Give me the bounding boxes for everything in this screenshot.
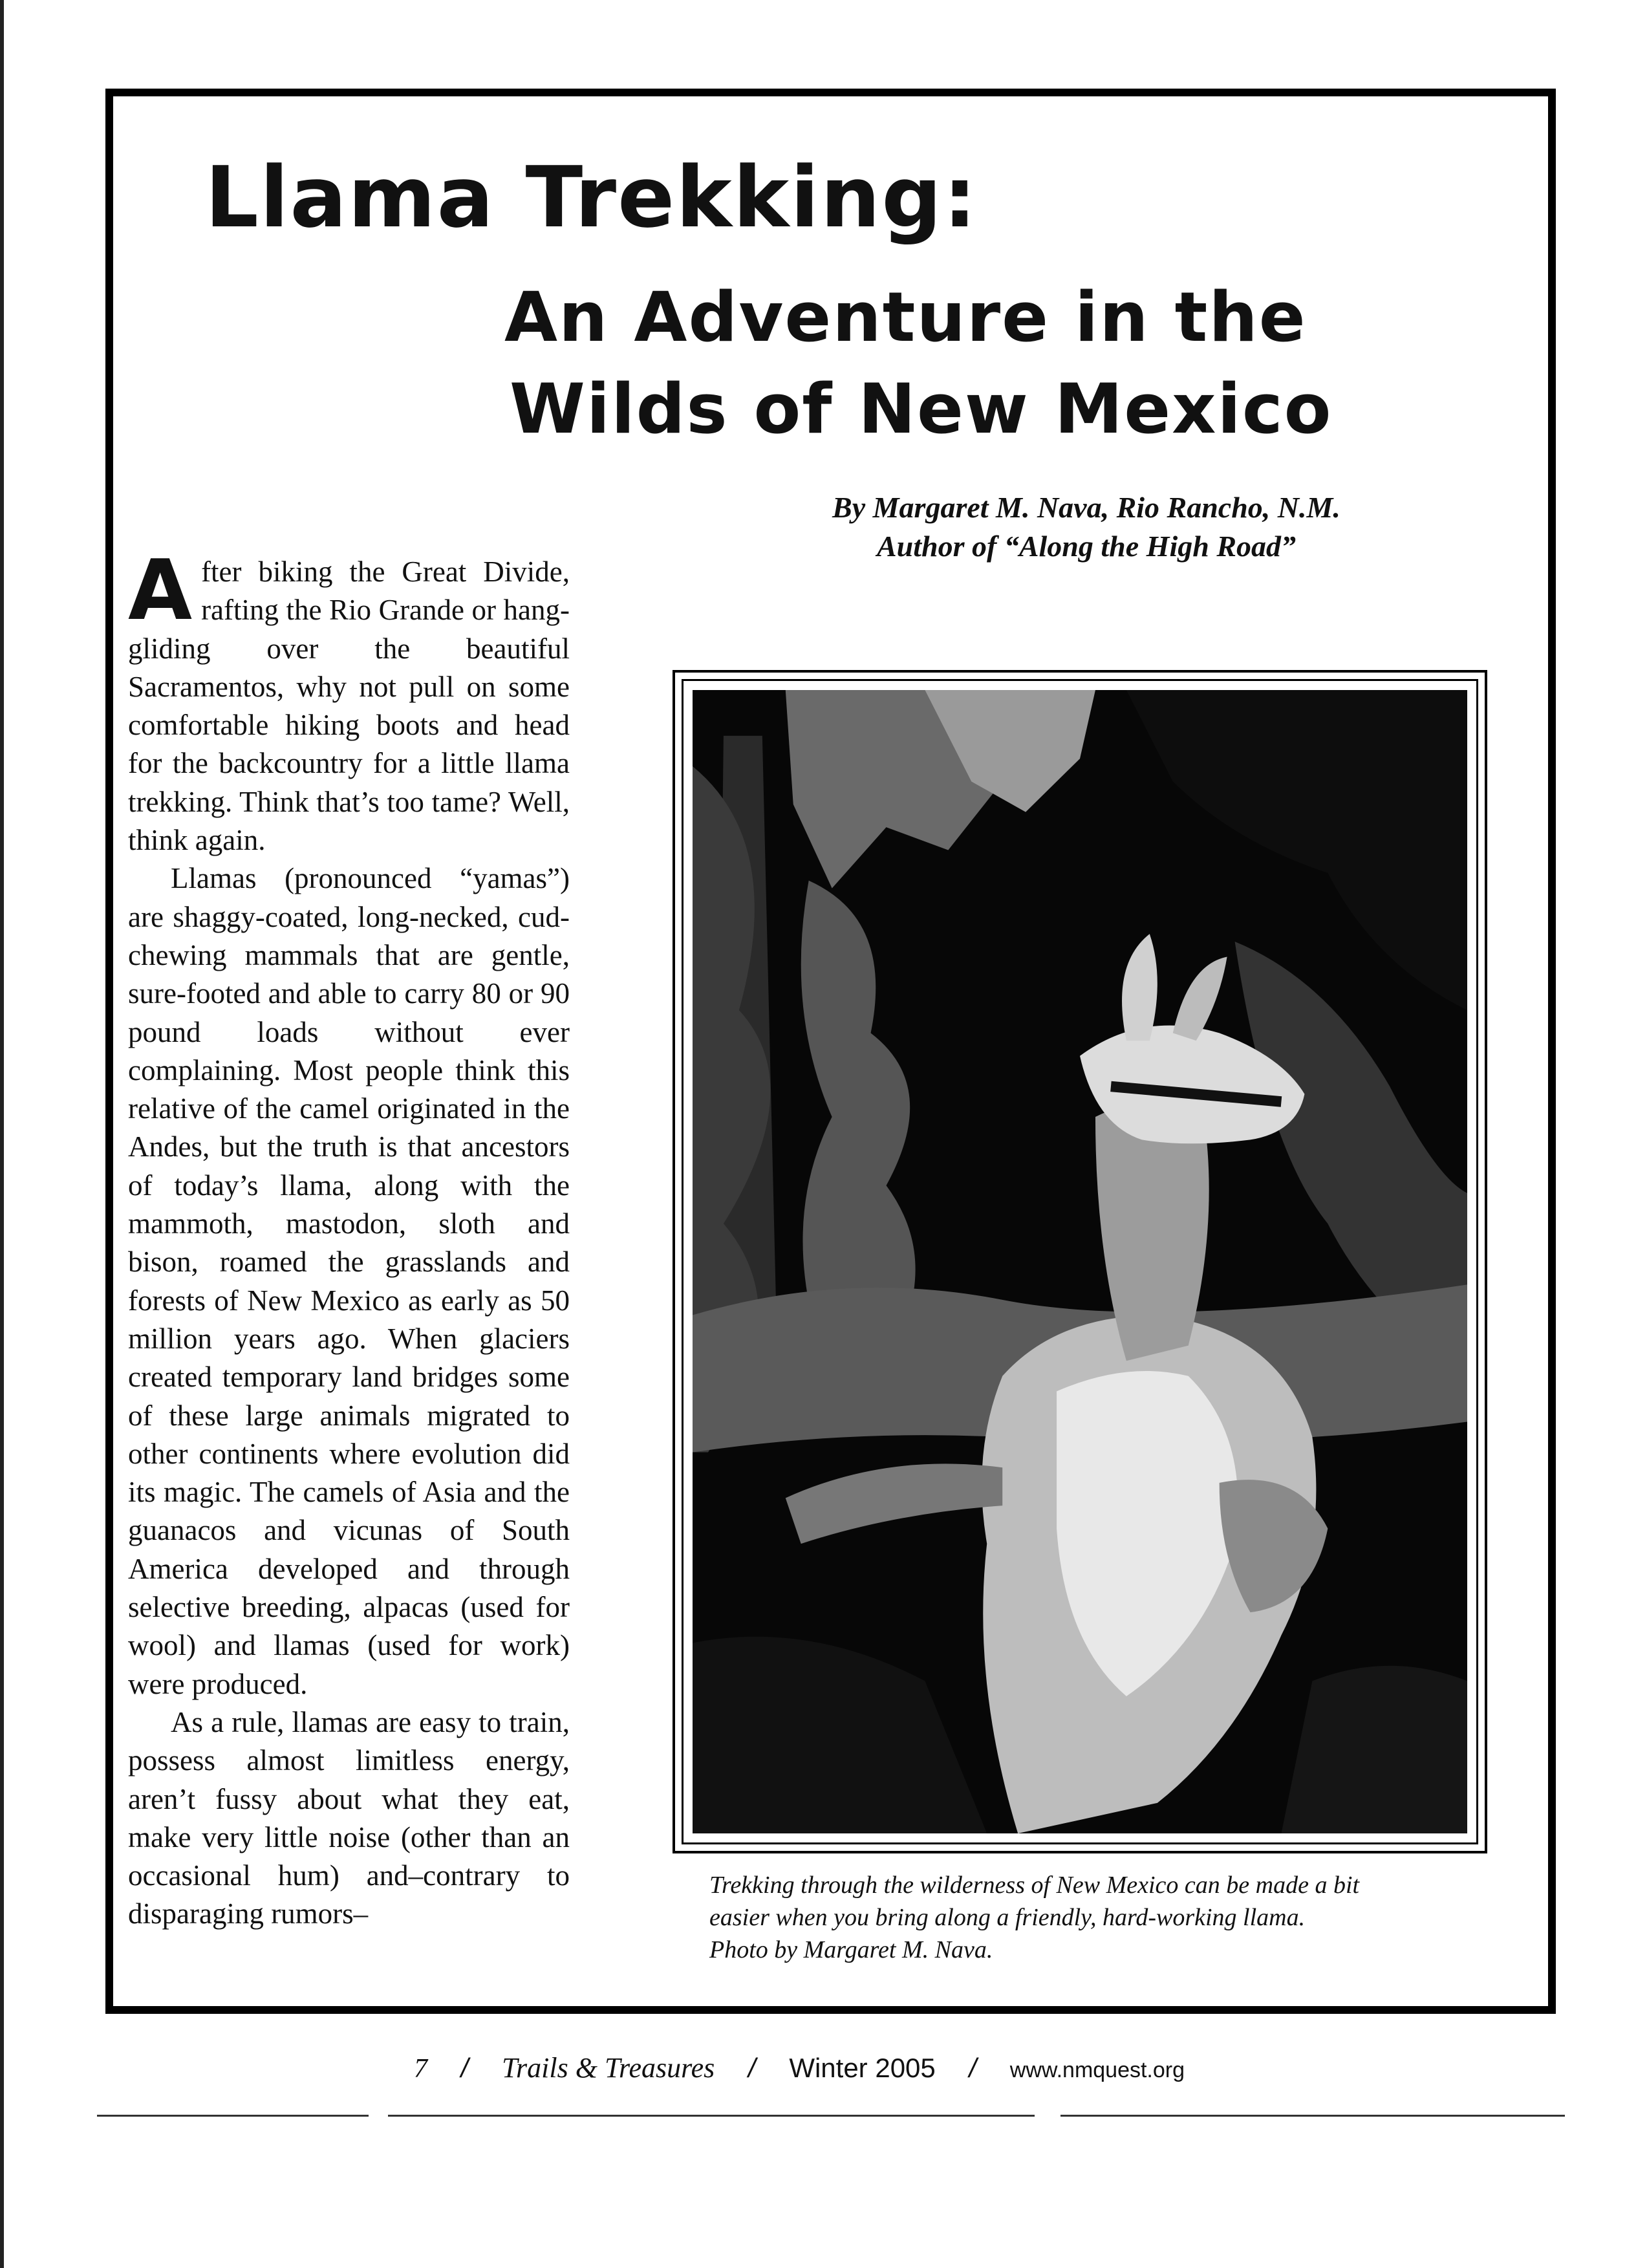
caption-line-2: easier when you bring along a friendly, hard-working llama. [709,1904,1306,1931]
article-subtitle [504,272,1513,455]
page-footer [414,2049,1254,2090]
byline-author: By Margaret M. Nava, Rio Rancho, N.M. [832,491,1340,524]
issue-name: Winter 2005 [789,2053,936,2083]
page-number: 7 [414,2054,427,2084]
photo-frame-inner [682,679,1478,1844]
drop-cap: A [128,543,193,639]
paragraph-1-text: fter biking the Great Divide, rafting the Rio Grande or hang-gliding over the beautiful Sacramentos, why not pull on some comfortable hiking boots and head for the backcountry for a little llama trekking. Think that’s too tame? Well, think again. [128,556,570,857]
footer-separator-2: / [748,2053,756,2083]
scan-edge [0,0,4,2268]
footer-separator-3: / [969,2053,977,2083]
photo-caption [709,1869,1485,1966]
article-body [128,543,570,1934]
caption-line-3: Photo by Margaret M. Nava. [709,1936,993,1963]
article-title: Llama Trekking: [205,148,978,246]
footer-rule-2 [388,2115,1035,2117]
footer-rule-3 [1060,2115,1565,2117]
paragraph-2: Llamas (pronounced “yamas”) are shaggy-coated, long-necked, cud-chewing mammals that are gentle, sure-footed and able to carry 80 or 90 pound loads without ever complaining. Most people think this relative of the camel originated in the Andes, but the truth is that ancestors of today’s llama, along with the mammoth, mastodon, sloth and bison, roamed the grasslands and forests of New Mexico as early as 50 million years ago. When glaciers created temporary land bridges some of these large animals migrated to other continents where evolution did its magic. The camels of Asia and the guanacos and vicunas of South America developed and through selective breeding, alpacas (used for wool) and llamas (used for work) were produced. [128,862,570,1700]
footer-rule-1 [97,2115,369,2117]
subtitle-line-2: Wilds of New Mexico [510,369,1333,449]
byline [763,488,1410,566]
subtitle-line-1: An Adventure in the [504,277,1307,357]
byline-credit: Author of “Along the High Road” [877,530,1296,563]
footer-url[interactable]: www.nmquest.org [1009,2058,1185,2082]
caption-line-1: Trekking through the wilderness of New Mexico can be made a bit [709,1872,1360,1899]
paragraph-3: As a rule, llamas are easy to train, possess almost limitless energy, aren’t fussy about what they eat, make very little noise (other than an occasional hum) and–contrary to disparaging rumors– [128,1705,570,1930]
publication-name: Trails & Treasures [502,2052,715,2084]
footer-separator-1: / [460,2053,469,2083]
llama-photo [693,690,1467,1833]
photo-frame [673,670,1487,1853]
paragraph-1 [128,543,570,859]
